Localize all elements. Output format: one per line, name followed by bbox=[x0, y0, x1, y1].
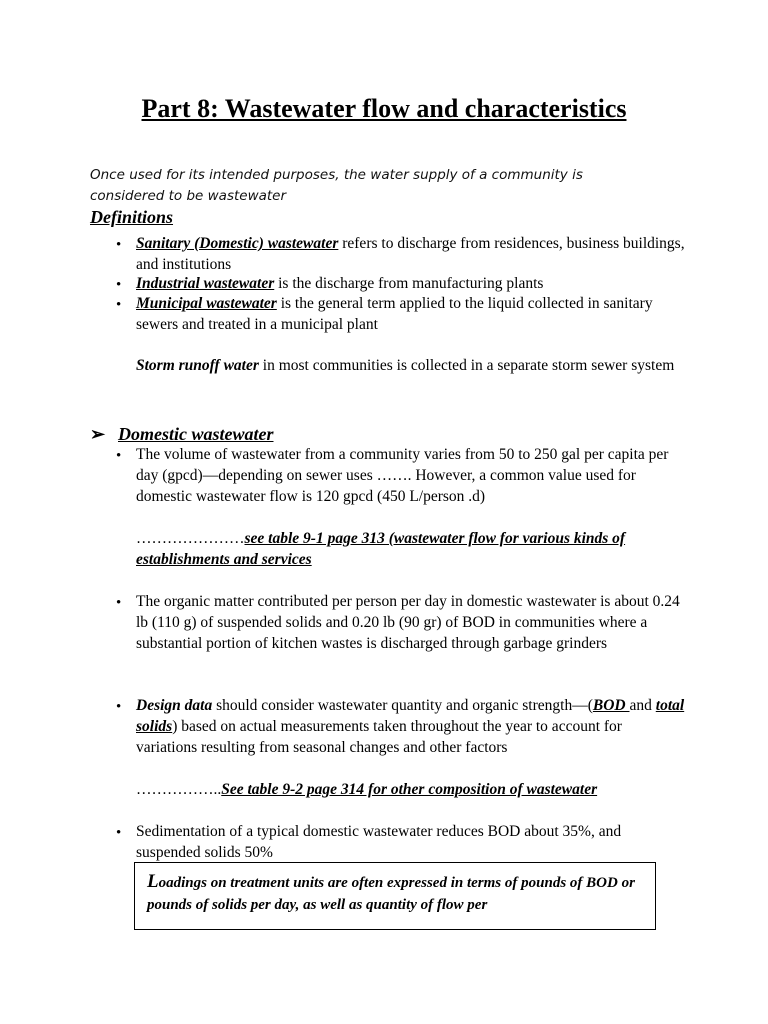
design-data-text-cont: ) based on actual measurements taken throughout the year to account for variations resulting from seasonal changes and other factors bbox=[136, 718, 622, 756]
term-storm: Storm runoff water bbox=[136, 357, 259, 374]
term-industrial: Industrial wastewater bbox=[136, 275, 275, 292]
drop-cap-letter: L bbox=[147, 871, 159, 892]
page-title: Part 8: Wastewater flow and characteristics bbox=[141, 94, 627, 123]
table-9-1-reference: see table 9-1 page 313 (wastewater flow for various kinds of establishments and services bbox=[136, 530, 626, 568]
definition-municipal bbox=[136, 293, 686, 335]
design-data-text: should consider wastewater quantity and organic strength—( bbox=[212, 697, 593, 714]
definitions-heading: Definitions bbox=[90, 207, 174, 227]
definition-storm-text: in most communities is collected in a separate storm sewer system bbox=[258, 357, 675, 374]
definition-sanitary bbox=[136, 233, 686, 275]
conjunction-and: and bbox=[629, 697, 656, 714]
bullet-symbol: • bbox=[116, 277, 122, 293]
bullet-symbol: • bbox=[116, 297, 122, 313]
organic-matter-paragraph: The organic matter contributed per person per day in domestic wastewater is about 0.24 lb (110 g) of suspended solids and 0.20 lb (90 gr) of BOD in communities where a substantial portion of kitchen wastes is discharged through garbage grinders bbox=[136, 593, 680, 652]
domestic-heading-label: Domestic wastewater bbox=[118, 424, 274, 444]
bullet-symbol: • bbox=[116, 595, 122, 611]
definition-industrial-text: is the discharge from manufacturing plants bbox=[274, 275, 544, 292]
sedimentation-paragraph: Sedimentation of a typical domestic wastewater reduces BOD about 35%, and suspended solids 50% bbox=[136, 823, 622, 861]
arrow-bullet-icon: ➢ bbox=[90, 424, 106, 444]
intro-text: Once used for its intended purposes, the water supply of a community is considered to be wastewater bbox=[90, 167, 583, 204]
definition-storm bbox=[136, 355, 676, 376]
bullet-symbol: • bbox=[116, 448, 122, 464]
bullet-symbol: • bbox=[116, 699, 122, 715]
definition-industrial bbox=[136, 273, 686, 294]
term-design-data: Design data bbox=[136, 697, 213, 714]
domestic-wastewater-heading bbox=[90, 423, 274, 445]
term-bod: BOD bbox=[592, 697, 630, 714]
bullet-symbol: • bbox=[116, 237, 122, 253]
table-reference-2 bbox=[136, 779, 696, 800]
dot-leader: …………….. bbox=[136, 781, 222, 798]
term-sanitary: Sanitary (Domestic) wastewater bbox=[136, 235, 339, 252]
dot-leader: ………………… bbox=[136, 530, 245, 547]
loadings-note-text: oadings on treatment units are often expressed in terms of pounds of BOD or pounds of solids per day, as well as quantity of flow per bbox=[147, 875, 635, 913]
loadings-note-box bbox=[134, 862, 656, 930]
definition-sanitary-text: refers to discharge from residences, business buildings, and institutions bbox=[136, 235, 685, 273]
table-reference-1 bbox=[136, 528, 686, 570]
design-data-paragraph bbox=[136, 695, 686, 758]
definition-municipal-text: is the general term applied to the liquid collected in sanitary sewers and treated in a municipal plant bbox=[136, 295, 653, 333]
volume-paragraph: The volume of wastewater from a community varies from 50 to 250 gal per capita per day (gpcd)—depending on sewer uses ……. However, a common value used for domestic wastewater flow is 120 gpcd (450 L/person .d) bbox=[136, 446, 669, 505]
term-municipal: Municipal wastewater bbox=[136, 295, 277, 312]
table-9-2-reference: See table 9-2 page 314 for other composition of wastewater bbox=[221, 781, 598, 798]
bullet-symbol: • bbox=[116, 825, 122, 841]
term-total-solids: total solids bbox=[136, 697, 685, 735]
